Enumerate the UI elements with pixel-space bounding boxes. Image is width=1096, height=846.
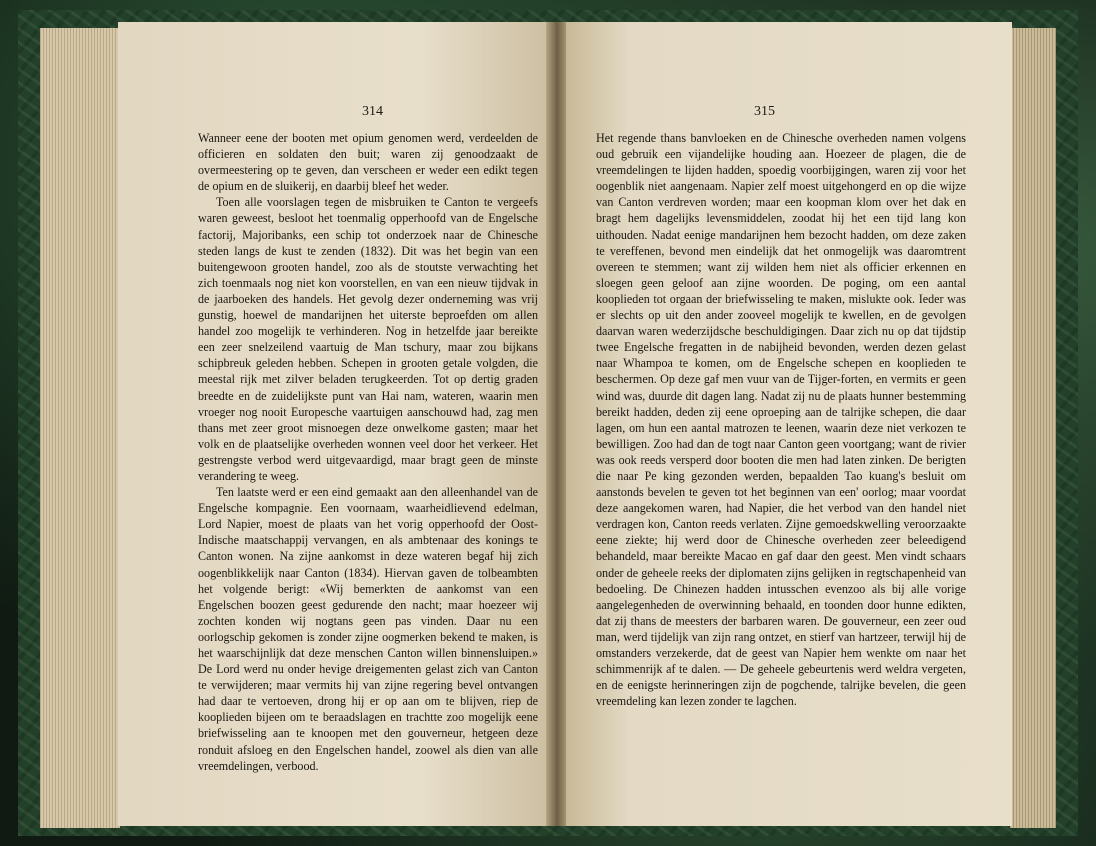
right-page-text <box>596 130 966 709</box>
right-page-number: 315 <box>754 104 775 119</box>
left-paragraph-2: Toen alle voorslagen tegen de misbruiken te Canton te vergeefs waren geweest, besloot het toenmalig opperhoofd van de Engelsche factorij, Majoribanks, een schip tot onderzoek naar de Chinesche steden langs de kust te zenden (1832). Dit was het begin van een buitengewoon grooten handel, zoo als de stoutste verwachting het zich toenmaals nog niet kon voorstellen, en van een nieuw tijdvak in de jaarboeken des handels. Het gevolg dezer onderneming was vrij gunstig, hoewel de mandarijnen het uiterste beproefden om allen handel zoo mogelijk te verhinderen. Nog in hetzelfde jaar bereikte een zeer snelzeilend vaartuig de Man tschury, maar zou bijkans schipbreuk geleden hebben. Schepen in grooten getale volgden, die meestal rijk met zilver beladen terugkeerden. Tot op dertig graden breedte en de zuidelijkste punt van Hai nam, wateren, waarin men vroeger nog nooit Europesche vaartuigen aanschouwd had, zag men thans met zeer groot misnoegen deze onwelkome gasten; maar het volk en de plaatselijke overheden wonnen veel door het verkeer. Het gestrengste verbod werd uitgevaardigd, maar bragt geen de minste verandering te weeg. <box>198 195 538 483</box>
left-page-number: 314 <box>362 104 383 119</box>
book-gutter <box>546 22 568 826</box>
left-page <box>118 22 548 826</box>
left-page-edges <box>40 28 120 828</box>
left-paragraph-3: Ten laatste werd er een eind gemaakt aan den alleenhandel van de Engelsche kompagnie. Een voornaam, waarheidlievend edelman, Lord Napier, moest de plaats van het vorig opperhoofd der Oost-Indische maatschappij vervangen, en als ambtenaar des konings te Canton wonen. Na zijne aankomst in deze wateren begaf hij zich oogenblikkelijk naar Canton (1834). Hiervan gaven de tolbeambten het volgende berigt: «Wij bemerkten de aankomst van een Engelschen boozen geest gedurende den nacht; maar hoezeer wij zochten konden wij nogtans geen pas vinden. Daar nu een oorlogschip gekomen is zonder zijne oogmerken bekend te maken, is het waarschijnlijk dat deze menschen Canton willen binnensluipen.» De Lord werd nu onder hevige dreigementen gelast zich van Canton te verwijderen; maar vermits hij van zijne regering bevel ontvangen had daar te vertoeven, drong hij er op aan om te blijven, riep de kooplieden bijeen om te beraadslagen en trachtte zoo mogelijk eene briefwisseling aan te knoopen met den gouverneur, hetgeen deze ronduit afsloeg en den Engelschen handel, zoowel als dien van alle vreemdelingen, verbood. <box>198 485 538 773</box>
left-paragraph-1: Wanneer eene der booten met opium genomen werd, verdeelden de officieren en soldaten den buit; waren zij genoodzaakt de overmeestering op te geven, dan verscheen er weder een edikt tegen de opium en de sluikerij, en daarbij bleef het weder. <box>198 131 538 194</box>
right-page-edges <box>1010 28 1056 828</box>
left-page-text <box>198 130 538 774</box>
right-paragraph-1: Het regende thans banvloeken en de Chinesche overheden namen volgens oud gebruik een vijandelijke houding aan. Hoezeer de plagen, die de vreemdelingen te lijden hadden, spoedig voorbijgingen, waren zij voor het oogenblik niet aangenaam. Napier zelf moest uitgehongerd en op die wijze van Canton verdreven worden; maar een koopman klom over het dak en bragt hem dagelijks levensmiddelen, zoodat hij het een tijd lang kon uithouden. Nadat eenige mandarijnen hem bezocht hadden, om deze zaken te vereffenen, bevond men eindelijk dat het onmogelijk was daaromtrent overeen te stemmen; want zij wilden hem niet als officier erkennen en sloegen geen geloof aan zijne woorden. De poging, om een aantal kooplieden tot orgaan der briefwisseling te maken, mislukte ook. Ieder was er slechts op uit den ander zooveel mogelijk te kwellen, en de gevolgen daarvan waren wederzijdsche beschuldigingen. Daar zich nu op dat tijdstip twee Engelsche fregatten in de nabijheid bevonden, werden dezen gelast naar Whampoa te komen, om de Engelsche schepen en kooplieden te beschermen. Op deze gaf men vuur van de Tijger-forten, en vermits er geen wind was, duurde dit dagen lang. Nadat zij nu de plaats hunner bestemming bereikt hadden, deden zij eene oproeping aan de talrijke schepen, die daar lagen, om hun een aantal matrozen te leenen, waarin deze niet verkozen te bewilligen. Zoo had dan de togt naar Canton geen voortgang; want de rivier was ook reeds versperd door booten die men had laten zinken. De berigten die naar Pe king gezonden werden, bepaalden Tao kuang's besluit om aanstonds bevelen te geven tot het beginnen van een' oorlog; maar voordat deze aangekomen waren, had Napier, die het verbod van den handel niet verdragen kon, Canton reeds verlaten. Zijne gemoedskwelling veroorzaakte eene ziekte; hij werd door de Chinesche overheden zeer beleedigend behandeld, maar bereikte Macao en gaf daar den geest. Men vindt schaars onder de geheele reeks der diplomaten zijns gelijken in regtschapenheid van bedoeling. De Chinezen hadden intusschen evenzoo als bij alle vorige aangelegenheden de overwinning behaald, en toonden door hunne edikten, dat zij thans de meesters der barbaren waren. De gouverneur, een zeer oud man, werd tijdelijk van zijn rang ontzet, en stierf van hartzeer, terwijl hij de omstanders verzekerde, dat de geest van Napier hem wenkte om naar het schimmenrijk af te dalen. — De geheele gebeurtenis werd weldra vergeten, en de eenigste herinneringen zijn de pogchende, talrijke bevelen, die geen vreemdeling kan lezen zonder te lagchen. <box>596 131 966 709</box>
right-page <box>566 22 1012 826</box>
